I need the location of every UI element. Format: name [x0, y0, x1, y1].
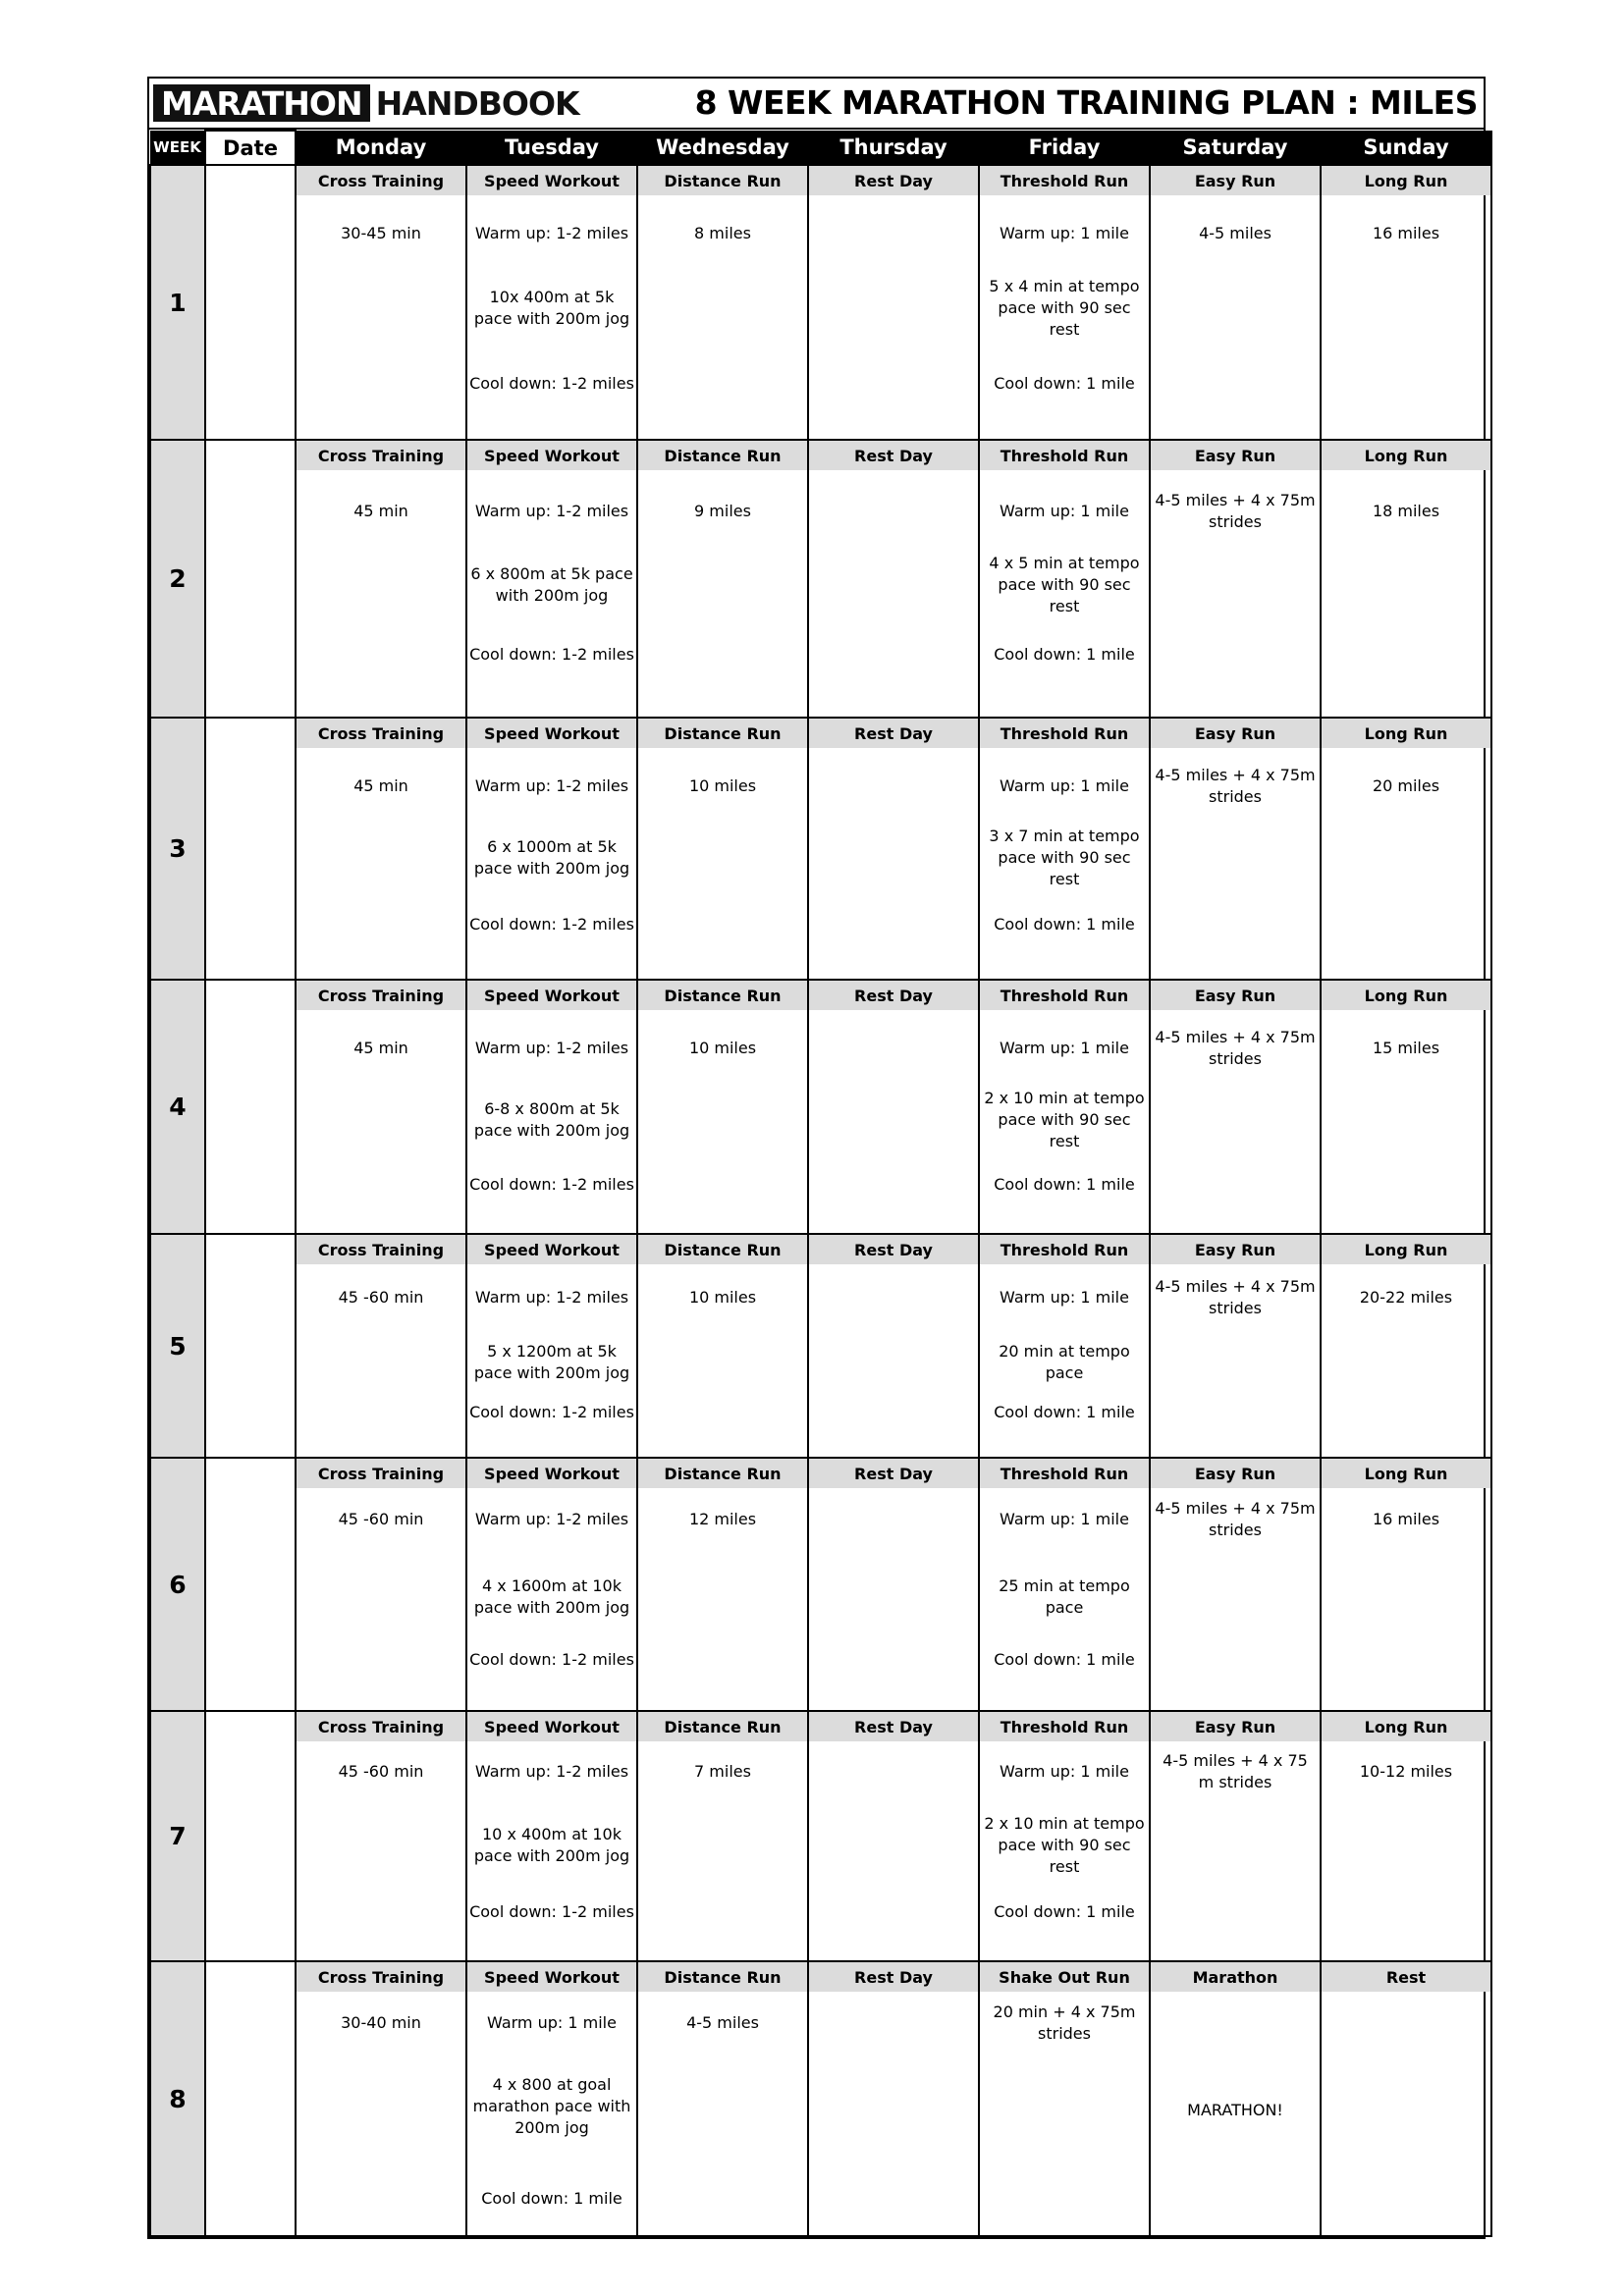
week-number: 7 [150, 1711, 205, 1961]
workout-detail: 45 -60 min [338, 1510, 424, 1528]
workout-type-label: Long Run [1322, 441, 1490, 470]
workout-detail: Cool down: 1 mile [994, 1650, 1135, 1669]
day-cell-thursday [808, 1711, 979, 1961]
week-number: 4 [150, 980, 205, 1234]
workout-detail: 4-5 miles [686, 2013, 759, 2032]
workout-type-label: Rest Day [809, 981, 978, 1010]
workout-detail: Cool down: 1-2 miles [469, 1403, 634, 1421]
workout-type-label: Easy Run [1151, 981, 1320, 1010]
day-cell-monday [296, 1961, 466, 2236]
workout-type-label: Easy Run [1151, 1459, 1320, 1488]
workout-type-label: Long Run [1322, 166, 1490, 195]
day-header-thursday: Thursday [808, 131, 979, 165]
workout-detail: 10 miles [688, 1039, 757, 1057]
day-cell-monday [296, 718, 466, 980]
workout-type-label: Cross Training [297, 166, 465, 195]
workout-detail: 45 -60 min [338, 1762, 424, 1781]
workout-type-label: Speed Workout [467, 1235, 636, 1264]
workout-detail: 5 x 4 min at tempo pace with 90 sec rest [989, 277, 1140, 339]
week-row [150, 1458, 1491, 1711]
training-table [149, 130, 1492, 2237]
day-cell-friday [979, 165, 1150, 440]
workout-detail: Warm up: 1 mile [1000, 1039, 1129, 1057]
workout-detail: Cool down: 1-2 miles [469, 1175, 634, 1194]
workout-type-label: Speed Workout [467, 719, 636, 748]
workout-detail: 6 x 800m at 5k pace with 200m jog [470, 564, 633, 605]
workout-type-label: Threshold Run [980, 1459, 1149, 1488]
day-cell-tuesday [466, 718, 637, 980]
date-cell[interactable] [205, 165, 296, 440]
workout-detail: 45 -60 min [338, 1288, 424, 1307]
day-header-friday: Friday [979, 131, 1150, 165]
workout-type-label: Cross Training [297, 1235, 465, 1264]
week-number: 3 [150, 718, 205, 980]
day-cell-monday [296, 440, 466, 718]
workout-detail: Cool down: 1 mile [994, 1902, 1135, 1921]
workout-detail: 30-40 min [341, 2013, 421, 2032]
workout-type-label: Easy Run [1151, 719, 1320, 748]
date-cell[interactable] [205, 1458, 296, 1711]
day-cell-saturday [1150, 1458, 1321, 1711]
workout-type-label: Threshold Run [980, 441, 1149, 470]
workout-detail: 15 miles [1372, 1039, 1440, 1057]
workout-detail: Warm up: 1 mile [1000, 1288, 1129, 1307]
day-cell-friday [979, 1961, 1150, 2236]
workout-detail: 4-5 miles [1199, 224, 1271, 242]
day-cell-monday [296, 980, 466, 1234]
workout-type-label: Easy Run [1151, 1235, 1320, 1264]
workout-detail: 4-5 miles + 4 x 75m strides [1155, 1277, 1316, 1317]
workout-type-label: Speed Workout [467, 981, 636, 1010]
workout-detail: Warm up: 1-2 miles [474, 224, 629, 242]
workout-detail: 10-12 miles [1359, 1762, 1453, 1781]
workout-detail: 20 min + 4 x 75m strides [993, 2002, 1136, 2043]
workout-detail: 10 miles [688, 1288, 757, 1307]
workout-detail: Cool down: 1-2 miles [469, 915, 634, 934]
workout-detail: Warm up: 1-2 miles [474, 1288, 629, 1307]
marathon-handbook-logo [153, 84, 583, 122]
workout-type-label: Rest Day [809, 1459, 978, 1488]
workout-type-label: Long Run [1322, 719, 1490, 748]
workout-detail: 2 x 10 min at tempo pace with 90 sec rest [984, 1814, 1145, 1876]
workout-type-label: Threshold Run [980, 981, 1149, 1010]
header-row [150, 131, 1491, 165]
workout-type-label: Rest [1322, 1962, 1490, 1992]
workout-type-label: Easy Run [1151, 1712, 1320, 1741]
day-cell-tuesday [466, 1234, 637, 1458]
date-cell[interactable] [205, 718, 296, 980]
workout-detail: 20-22 miles [1359, 1288, 1453, 1307]
day-cell-thursday [808, 440, 979, 718]
day-cell-saturday [1150, 1234, 1321, 1458]
workout-type-label: Easy Run [1151, 166, 1320, 195]
workout-detail: 45 min [353, 502, 408, 520]
workout-detail: 10x 400m at 5k pace with 200m jog [473, 288, 630, 328]
workout-detail: Warm up: 1-2 miles [474, 776, 629, 795]
day-cell-friday [979, 980, 1150, 1234]
workout-type-label: Rest Day [809, 166, 978, 195]
day-cell-saturday [1150, 165, 1321, 440]
date-cell[interactable] [205, 1711, 296, 1961]
day-cell-friday [979, 1458, 1150, 1711]
workout-detail: 16 miles [1372, 224, 1440, 242]
plan-title: 8 WEEK MARATHON TRAINING PLAN : MILES [694, 83, 1478, 122]
day-cell-thursday [808, 980, 979, 1234]
workout-detail: Cool down: 1-2 miles [469, 1650, 634, 1669]
workout-detail: 4-5 miles + 4 x 75m strides [1155, 491, 1316, 531]
day-cell-thursday [808, 1961, 979, 2236]
workout-detail: 5 x 1200m at 5k pace with 200m jog [473, 1342, 630, 1382]
day-cell-saturday [1150, 440, 1321, 718]
day-cell-sunday [1321, 718, 1491, 980]
workout-type-label: Distance Run [638, 166, 807, 195]
workout-type-label: Long Run [1322, 1459, 1490, 1488]
workout-type-label: Distance Run [638, 1459, 807, 1488]
day-cell-monday [296, 1458, 466, 1711]
workout-detail: Warm up: 1 mile [1000, 1762, 1129, 1781]
day-cell-wednesday [637, 1458, 808, 1711]
workout-detail: 18 miles [1372, 502, 1440, 520]
day-cell-saturday [1150, 980, 1321, 1234]
workout-detail: 4 x 1600m at 10k pace with 200m jog [473, 1576, 630, 1617]
week-row [150, 165, 1491, 440]
workout-detail: Cool down: 1 mile [994, 645, 1135, 664]
workout-detail: Warm up: 1 mile [1000, 776, 1129, 795]
week-row [150, 440, 1491, 718]
day-header-saturday: Saturday [1150, 131, 1321, 165]
workout-detail: 25 min at tempo pace [999, 1576, 1130, 1617]
week-number: 2 [150, 440, 205, 718]
day-header-monday: Monday [296, 131, 466, 165]
day-cell-wednesday [637, 1234, 808, 1458]
workout-detail: Warm up: 1-2 miles [474, 502, 629, 520]
day-header-sunday: Sunday [1321, 131, 1491, 165]
workout-detail: Warm up: 1 mile [1000, 1510, 1129, 1528]
workout-detail: 4 x 800 at goal marathon pace with 200m jog [472, 2075, 631, 2137]
logo-part-marathon: MARATHON [153, 84, 370, 122]
day-cell-tuesday [466, 440, 637, 718]
day-cell-wednesday [637, 440, 808, 718]
date-column-header: Date [205, 131, 296, 165]
day-cell-tuesday [466, 165, 637, 440]
date-cell[interactable] [205, 1961, 296, 2236]
workout-detail: Cool down: 1-2 miles [469, 645, 634, 664]
workout-type-label: Speed Workout [467, 166, 636, 195]
day-cell-wednesday [637, 165, 808, 440]
workout-detail: 20 min at tempo pace [999, 1342, 1130, 1382]
workout-detail: 4-5 miles + 4 x 75m strides [1155, 766, 1316, 806]
workout-detail: Cool down: 1 mile [994, 1403, 1135, 1421]
workout-type-label: Speed Workout [467, 1962, 636, 1992]
workout-detail: 10 miles [688, 776, 757, 795]
workout-detail: Warm up: 1 mile [1000, 502, 1129, 520]
week-number: 1 [150, 165, 205, 440]
workout-type-label: Marathon [1151, 1962, 1320, 1992]
day-header-tuesday: Tuesday [466, 131, 637, 165]
workout-type-label: Rest Day [809, 1235, 978, 1264]
week-row [150, 1711, 1491, 1961]
day-cell-monday [296, 1711, 466, 1961]
day-cell-monday [296, 165, 466, 440]
day-cell-saturday [1150, 1711, 1321, 1961]
day-cell-thursday [808, 1458, 979, 1711]
logo-part-handbook: HANDBOOK [375, 83, 579, 123]
day-cell-thursday [808, 718, 979, 980]
workout-detail: Warm up: 1 mile [487, 2013, 617, 2032]
workout-detail: 3 x 7 min at tempo pace with 90 sec rest [989, 827, 1140, 888]
workout-detail: 12 miles [688, 1510, 757, 1528]
week-row [150, 1234, 1491, 1458]
workout-detail: 20 miles [1372, 776, 1440, 795]
week-row [150, 1961, 1491, 2236]
workout-type-label: Speed Workout [467, 441, 636, 470]
week-number: 5 [150, 1234, 205, 1458]
day-cell-friday [979, 1711, 1150, 1961]
workout-type-label: Distance Run [638, 1235, 807, 1264]
week-row [150, 718, 1491, 980]
day-cell-friday [979, 1234, 1150, 1458]
day-cell-wednesday [637, 980, 808, 1234]
workout-type-label: Threshold Run [980, 1235, 1149, 1264]
workout-detail: 4 x 5 min at tempo pace with 90 sec rest [989, 554, 1140, 615]
week-number: 8 [150, 1961, 205, 2236]
day-cell-tuesday [466, 980, 637, 1234]
workout-type-label: Rest Day [809, 1712, 978, 1741]
workout-detail: Warm up: 1-2 miles [474, 1039, 629, 1057]
workout-type-label: Cross Training [297, 719, 465, 748]
day-cell-wednesday [637, 1711, 808, 1961]
day-cell-monday [296, 1234, 466, 1458]
workout-type-label: Speed Workout [467, 1712, 636, 1741]
workout-type-label: Distance Run [638, 1712, 807, 1741]
workout-type-label: Cross Training [297, 1962, 465, 1992]
workout-detail: Cool down: 1-2 miles [469, 374, 634, 393]
date-cell[interactable] [205, 1234, 296, 1458]
date-cell[interactable] [205, 440, 296, 718]
day-cell-friday [979, 718, 1150, 980]
workout-type-label: Cross Training [297, 1459, 465, 1488]
day-cell-sunday [1321, 980, 1491, 1234]
workout-type-label: Distance Run [638, 1962, 807, 1992]
workout-detail: 45 min [353, 776, 408, 795]
workout-detail: 8 miles [694, 224, 751, 242]
day-cell-thursday [808, 1234, 979, 1458]
workout-type-label: Threshold Run [980, 166, 1149, 195]
workout-type-label: Threshold Run [980, 1712, 1149, 1741]
workout-type-label: Long Run [1322, 981, 1490, 1010]
date-cell[interactable] [205, 980, 296, 1234]
workout-type-label: Threshold Run [980, 719, 1149, 748]
workout-detail: Cool down: 1 mile [994, 374, 1135, 393]
workout-type-label: Cross Training [297, 1712, 465, 1741]
workout-type-label: Shake Out Run [980, 1962, 1149, 1992]
workout-type-label: Rest Day [809, 1962, 978, 1992]
day-cell-tuesday [466, 1711, 637, 1961]
workout-detail: 30-45 min [341, 224, 421, 242]
workout-detail: 6-8 x 800m at 5k pace with 200m jog [473, 1099, 630, 1140]
day-cell-wednesday [637, 718, 808, 980]
workout-detail: Warm up: 1 mile [1000, 224, 1129, 242]
workout-type-label: Speed Workout [467, 1459, 636, 1488]
workout-detail: Cool down: 1 mile [481, 2189, 622, 2208]
day-header-wednesday: Wednesday [637, 131, 808, 165]
day-cell-sunday [1321, 1234, 1491, 1458]
week-row [150, 980, 1491, 1234]
workout-detail: 45 min [353, 1039, 408, 1057]
training-plan-sheet [147, 77, 1486, 2239]
workout-detail: Cool down: 1-2 miles [469, 1902, 634, 1921]
workout-detail: 7 miles [694, 1762, 751, 1781]
workout-detail: Cool down: 1 mile [994, 915, 1135, 934]
workout-detail: Warm up: 1-2 miles [474, 1762, 629, 1781]
workout-detail: 4-5 miles + 4 x 75 m strides [1163, 1751, 1308, 1791]
workout-detail: 16 miles [1372, 1510, 1440, 1528]
day-cell-sunday [1321, 1961, 1491, 2236]
workout-detail: 6 x 1000m at 5k pace with 200m jog [473, 837, 630, 878]
workout-detail: Warm up: 1-2 miles [474, 1510, 629, 1528]
day-cell-sunday [1321, 1458, 1491, 1711]
day-cell-tuesday [466, 1458, 637, 1711]
workout-detail: 4-5 miles + 4 x 75m strides [1155, 1028, 1316, 1068]
day-cell-sunday [1321, 165, 1491, 440]
workout-type-label: Long Run [1322, 1712, 1490, 1741]
week-number: 6 [150, 1458, 205, 1711]
workout-detail: Cool down: 1 mile [994, 1175, 1135, 1194]
workout-type-label: Rest Day [809, 441, 978, 470]
workout-type-label: Cross Training [297, 441, 465, 470]
workout-type-label: Long Run [1322, 1235, 1490, 1264]
workout-type-label: Easy Run [1151, 441, 1320, 470]
workout-detail: MARATHON! [1187, 2101, 1283, 2119]
workout-type-label: Cross Training [297, 981, 465, 1010]
day-cell-thursday [808, 165, 979, 440]
workout-type-label: Distance Run [638, 719, 807, 748]
day-cell-saturday [1150, 718, 1321, 980]
title-bar [149, 79, 1484, 130]
day-cell-tuesday [466, 1961, 637, 2236]
day-cell-sunday [1321, 1711, 1491, 1961]
week-column-header: WEEK [150, 131, 205, 165]
day-cell-saturday [1150, 1961, 1321, 2236]
workout-type-label: Distance Run [638, 441, 807, 470]
workout-type-label: Distance Run [638, 981, 807, 1010]
workout-detail: 2 x 10 min at tempo pace with 90 sec rest [984, 1089, 1145, 1150]
workout-detail: 4-5 miles + 4 x 75m strides [1155, 1499, 1316, 1539]
day-cell-friday [979, 440, 1150, 718]
workout-detail: 10 x 400m at 10k pace with 200m jog [473, 1825, 630, 1865]
day-cell-sunday [1321, 440, 1491, 718]
day-cell-wednesday [637, 1961, 808, 2236]
workout-detail: 9 miles [694, 502, 751, 520]
workout-type-label: Rest Day [809, 719, 978, 748]
